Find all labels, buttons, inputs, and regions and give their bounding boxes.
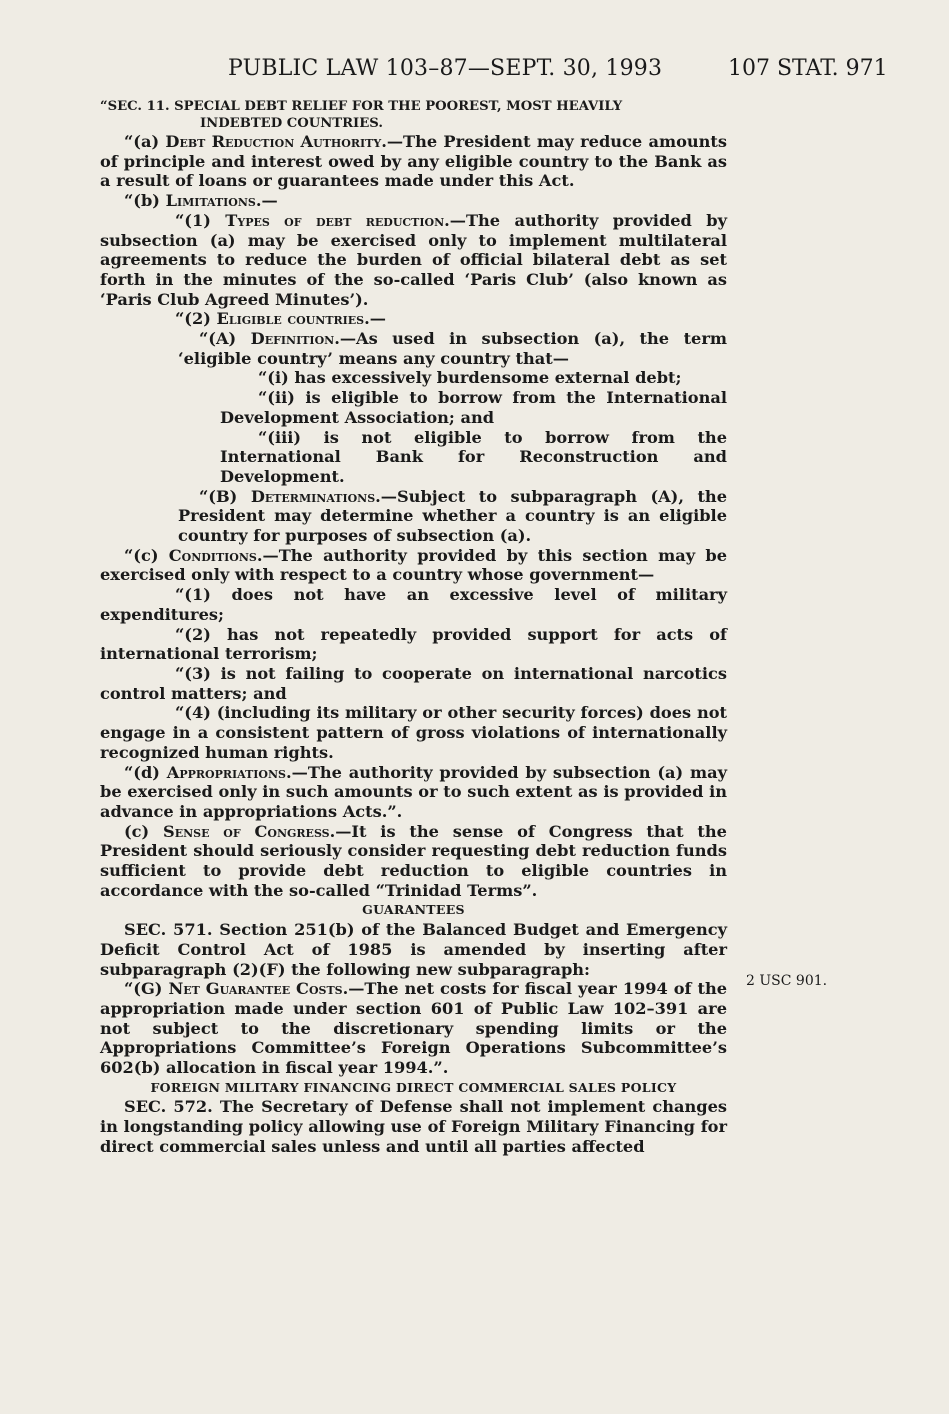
- section-572: SEC. 572. The Secretary of Defense shall not implement changes in longstanding policy allowing use of Foreign Military Financing for direct commercial sales unless and until all parties affected: [100, 1097, 727, 1156]
- subsection-b: “(b) Limitations.—: [124, 191, 278, 211]
- subparagraph-A: “(A) Definition.—As used in subsection (a), the term ‘eligible country’ means any country that—: [178, 329, 727, 368]
- condition-1: “(1) does not have an excessive level of military expenditures;: [100, 585, 727, 624]
- subparagraph-G: “(G) Net Guarantee Costs.—The net costs for fiscal year 1994 of the appropriation made under section 601 of Public Law 102–391 are not subject to the discretionary spending limits or the Appropriations Committee’s Foreign Operations Subcommittee’s 602(b) allocation in fiscal year 1994.”.: [100, 979, 728, 1078]
- subparagraph-B: “(B) Determinations.—Subject to subparagraph (A), the President may determine whether a country is an eligible country for purposes of subsection (a).: [178, 486, 727, 546]
- section-11-heading: “SEC. 11. SPECIAL DEBT RELIEF FOR THE POOREST, MOST HEAVILY INDEBTED COUNTRIES.: [100, 99, 623, 131]
- subsection-a: “(a) Debt Reduction Authority.—The President may reduce amounts of principle and interest owed by any eligible country to the Bank as a result of loans or guarantees made under this Act.: [100, 132, 727, 191]
- section-571: SEC. 571. Section 251(b) of the Balanced Budget and Emergency Deficit Control Act of 1985 is amended by inserting after subparagraph (2)(F) the following new subparagraph:: [100, 920, 727, 979]
- subsection-d: “(d) Appropriations.—The authority provided by subsection (a) may be exercised only in such amounts or to such extent as is provided in advance in appropriations Acts.”.: [100, 762, 727, 821]
- margin-citation-note: 2 USC 901.: [746, 973, 828, 989]
- statute-page-number: 107 STAT. 971: [728, 56, 888, 81]
- paragraph-b2: “(2) Eligible countries.—: [175, 309, 386, 329]
- subsection-c: “(c) Conditions.—The authority provided by this section may be exercised only with respect to a country whose government—: [100, 545, 727, 585]
- condition-2: “(2) has not repeatedly provided support for acts of international terrorism;: [100, 624, 727, 664]
- clause-i: “(i) has excessively burdensome external debt;: [258, 368, 682, 388]
- fmf-heading: FOREIGN MILITARY FINANCING DIRECT COMMERCIAL SALES POLICY: [150, 1079, 677, 1095]
- clause-ii: “(ii) is eligible to borrow from the International Development Association; and: [220, 388, 727, 427]
- paragraph-b1: “(1) Types of debt reduction.—The authority provided by subsection (a) may be exercised only to implement multilateral agreements to reduce the burden of official bilateral debt as set forth in the minutes of the so-called ‘Paris Club’ (also known as ‘Paris Club Agreed Minutes’).: [100, 210, 727, 309]
- running-header-title: PUBLIC LAW 103–87—SEPT. 30, 1993: [228, 56, 663, 81]
- clause-iii: “(iii) is not eligible to borrow from the International Bank for Reconstruction and Development.: [220, 427, 727, 486]
- sense-of-congress: (c) Sense of Congress.—It is the sense of Congress that the President should seriously consider requesting debt reduction funds sufficient to provide debt reduction to eligible countries in accordance with the so-called “Trinidad Terms”.: [100, 821, 727, 900]
- law-text-body: [100, 98, 727, 1157]
- guarantees-heading: GUARANTEES: [362, 902, 465, 918]
- condition-3: “(3) is not failing to cooperate on international narcotics control matters; and: [100, 663, 727, 703]
- condition-4: “(4) (including its military or other security forces) does not engage in a consistent pattern of gross violations of internationally recognized human rights.: [100, 703, 727, 762]
